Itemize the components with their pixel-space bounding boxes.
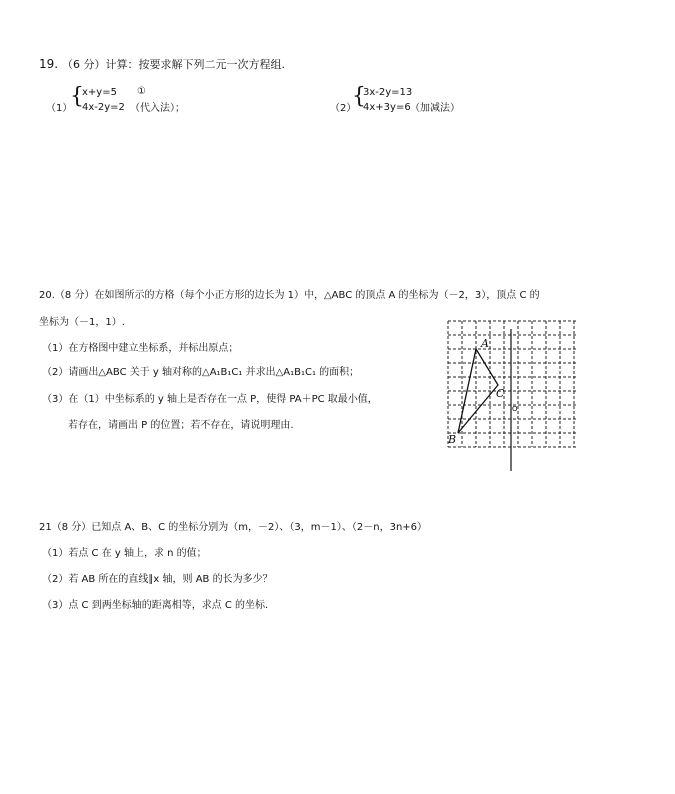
q19-part1-eq2: 4x-2y=2 (82, 102, 125, 113)
label-origin: O (512, 405, 518, 413)
q19-part2-eq2: 4x+3y=6 (363, 102, 411, 113)
q21-line1: 21（8 分）已知点 A、B、C 的坐标分别为（m，－2）、（3，m－1）、（2－n，3n+6） (39, 522, 428, 533)
q19-part2-label: （2） (330, 103, 357, 114)
q20-line1: 20.（8 分）在如图所示的方格（每个小正方形的边长为 1）中，△ABC 的顶点 A 的坐标为（－2，3），顶点 C 的 (39, 290, 540, 301)
q19-header: （6 分）计算：按要求解下列二元一次方程组. (62, 58, 285, 71)
q19-part1-eq1-mark: ① (137, 86, 146, 97)
label-b: B (448, 433, 457, 446)
q19-part2-method: （加减法） (410, 103, 460, 114)
label-a: A (481, 337, 489, 350)
q20-item1: （1）在方格图中建立坐标系，并标出原点； (42, 343, 239, 354)
q19-part1-label: （1） (46, 103, 73, 114)
q21-item1: （1）若点 C 在 y 轴上，求 n 的值； (42, 548, 207, 559)
q19-part1-eq1: x+y=5 (82, 87, 117, 98)
q19-number: 19. (39, 57, 59, 71)
q20-line2: 坐标为（－1，1）. (39, 317, 125, 328)
q21-item2: （2）若 AB 所在的直线∥x 轴，则 AB 的长为多少？ (42, 574, 273, 585)
q20-grid-figure (446, 319, 586, 474)
q20-item3-cont: 若存在，请画出 P 的位置；若不存在，请说明理由. (68, 420, 294, 431)
q19-part1-method: （代入法）； (130, 103, 185, 114)
q19-part2-eq1: 3x-2y=13 (363, 87, 413, 98)
q19-part1-brace: { (70, 84, 84, 109)
q20-item3: （3）在（1）中坐标系的 y 轴上是否存在一点 P，使得 PA＋PC 取最小值， (42, 394, 378, 405)
grid-lines (448, 321, 576, 447)
q20-item2: （2）请画出△ABC 关于 y 轴对称的△A₁B₁C₁ 并求出△A₁B₁C₁ 的面积； (42, 367, 360, 378)
label-c: C (496, 387, 505, 400)
q21-item3: （3）点 C 到两坐标轴的距离相等，求点 C 的坐标. (42, 600, 269, 611)
q19-part2-brace: { (352, 84, 366, 109)
